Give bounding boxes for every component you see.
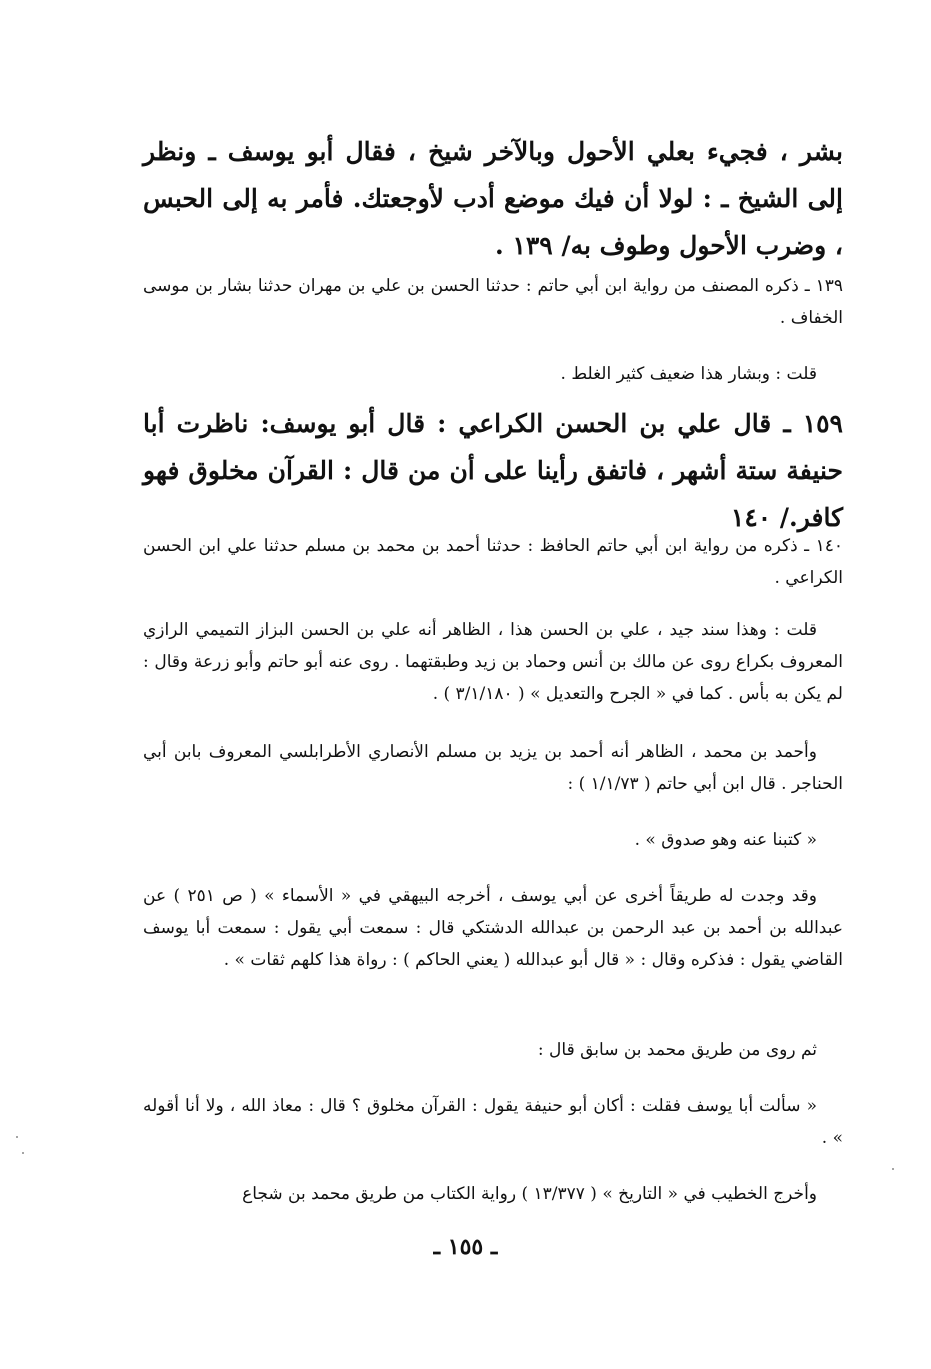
comment-khatib: وأخرج الخطيب في « التاريخ » ( ١٣/٣٧٧ ) رواية الكتاب من طريق محمد بن شجاع (242, 1184, 817, 1204)
comment-isnad: قلت : وهذا سند جيد ، علي بن الحسن هذا ، الظاهر أنه علي بن الحسن البزاز التميمي الرازي المعروف بكراع روى عن مالك بن أنس وحماد بن زيد وطبقتهما . روى عنه أبو حاتم وأبو زرعة وقال : لم يكن به بأس . كما في « الجرح والتعديل » ( ٣/١/١٨٠ ) . (143, 620, 843, 704)
comment-bashar: قلت : وبشار هذا ضعيف كثير الغلط . (560, 364, 817, 384)
scan-speck (892, 1168, 894, 1170)
quote-saduq: « كتبنا عنه وهو صدوق » . (634, 830, 817, 850)
scan-speck (16, 1136, 18, 1138)
main-text-paragraph-1: بشر ، فجيء بعلي الأحول وبالآخر شيخ ، فقال أبو يوسف ـ ونظر إلى الشيخ ـ : لولا أن فيك موضع أدب لأوجعتك. فأمر به إلى الحبس ، وضرب الأحول وطوف به/ ١٣٩ . (143, 137, 843, 260)
comment-sabiq: ثم روى من طريق محمد بن سابق قال : (537, 1040, 817, 1060)
page-number: ـ ١٥٥ ـ (433, 1234, 498, 1260)
footnote-139: ١٣٩ ـ ذكره المصنف من رواية ابن أبي حاتم : حدثنا الحسن بن علي بن مهران حدثنا بشار بن موسى الخفاف . (143, 276, 843, 328)
scan-speck (22, 1152, 24, 1154)
footnote-140: ١٤٠ ـ ذكره من رواية ابن أبي حاتم الحافظ : حدثنا أحمد بن محمد بن مسلم حدثنا علي ابن الحسن الكراعي . (143, 536, 843, 588)
quote-abu-yusuf: « سألت أبا يوسف فقلت : أكان أبو حنيفة يقول : القرآن مخلوق ؟ قال : معاذ الله ، ولا أنا أقوله » . (143, 1096, 843, 1148)
comment-ahmad: وأحمد بن محمد ، الظاهر أنه أحمد بن يزيد بن مسلم الأنصاري الأطرابلسي المعروف بابن أبي الحناجر . قال ابن أبي حاتم ( ١/١/٧٣ ) : (143, 742, 843, 794)
main-text-paragraph-159: ١٥٩ ـ قال علي بن الحسن الكراعي : قال أبو يوسف: ناظرت أبا حنيفة ستة أشهر ، فاتفق رأينا على أن من قال : القرآن مخلوق فهو كافر./ ١٤٠ (143, 409, 843, 532)
comment-bayhaqi: وقد وجدت له طريقاً أخرى عن أبي يوسف ، أخرجه البيهقي في « الأسماء » ( ص ٢٥١ ) عن عبدالله بن أحمد بن عبد الرحمن بن عبدالله الدشتكي قال : سمعت أبي يقول : سمعت أبا يوسف القاضي يقول : فذكره وقال : « قال أبو عبدالله ( يعني الحاكم ) : رواة هذا كلهم ثقات » . (143, 886, 843, 970)
